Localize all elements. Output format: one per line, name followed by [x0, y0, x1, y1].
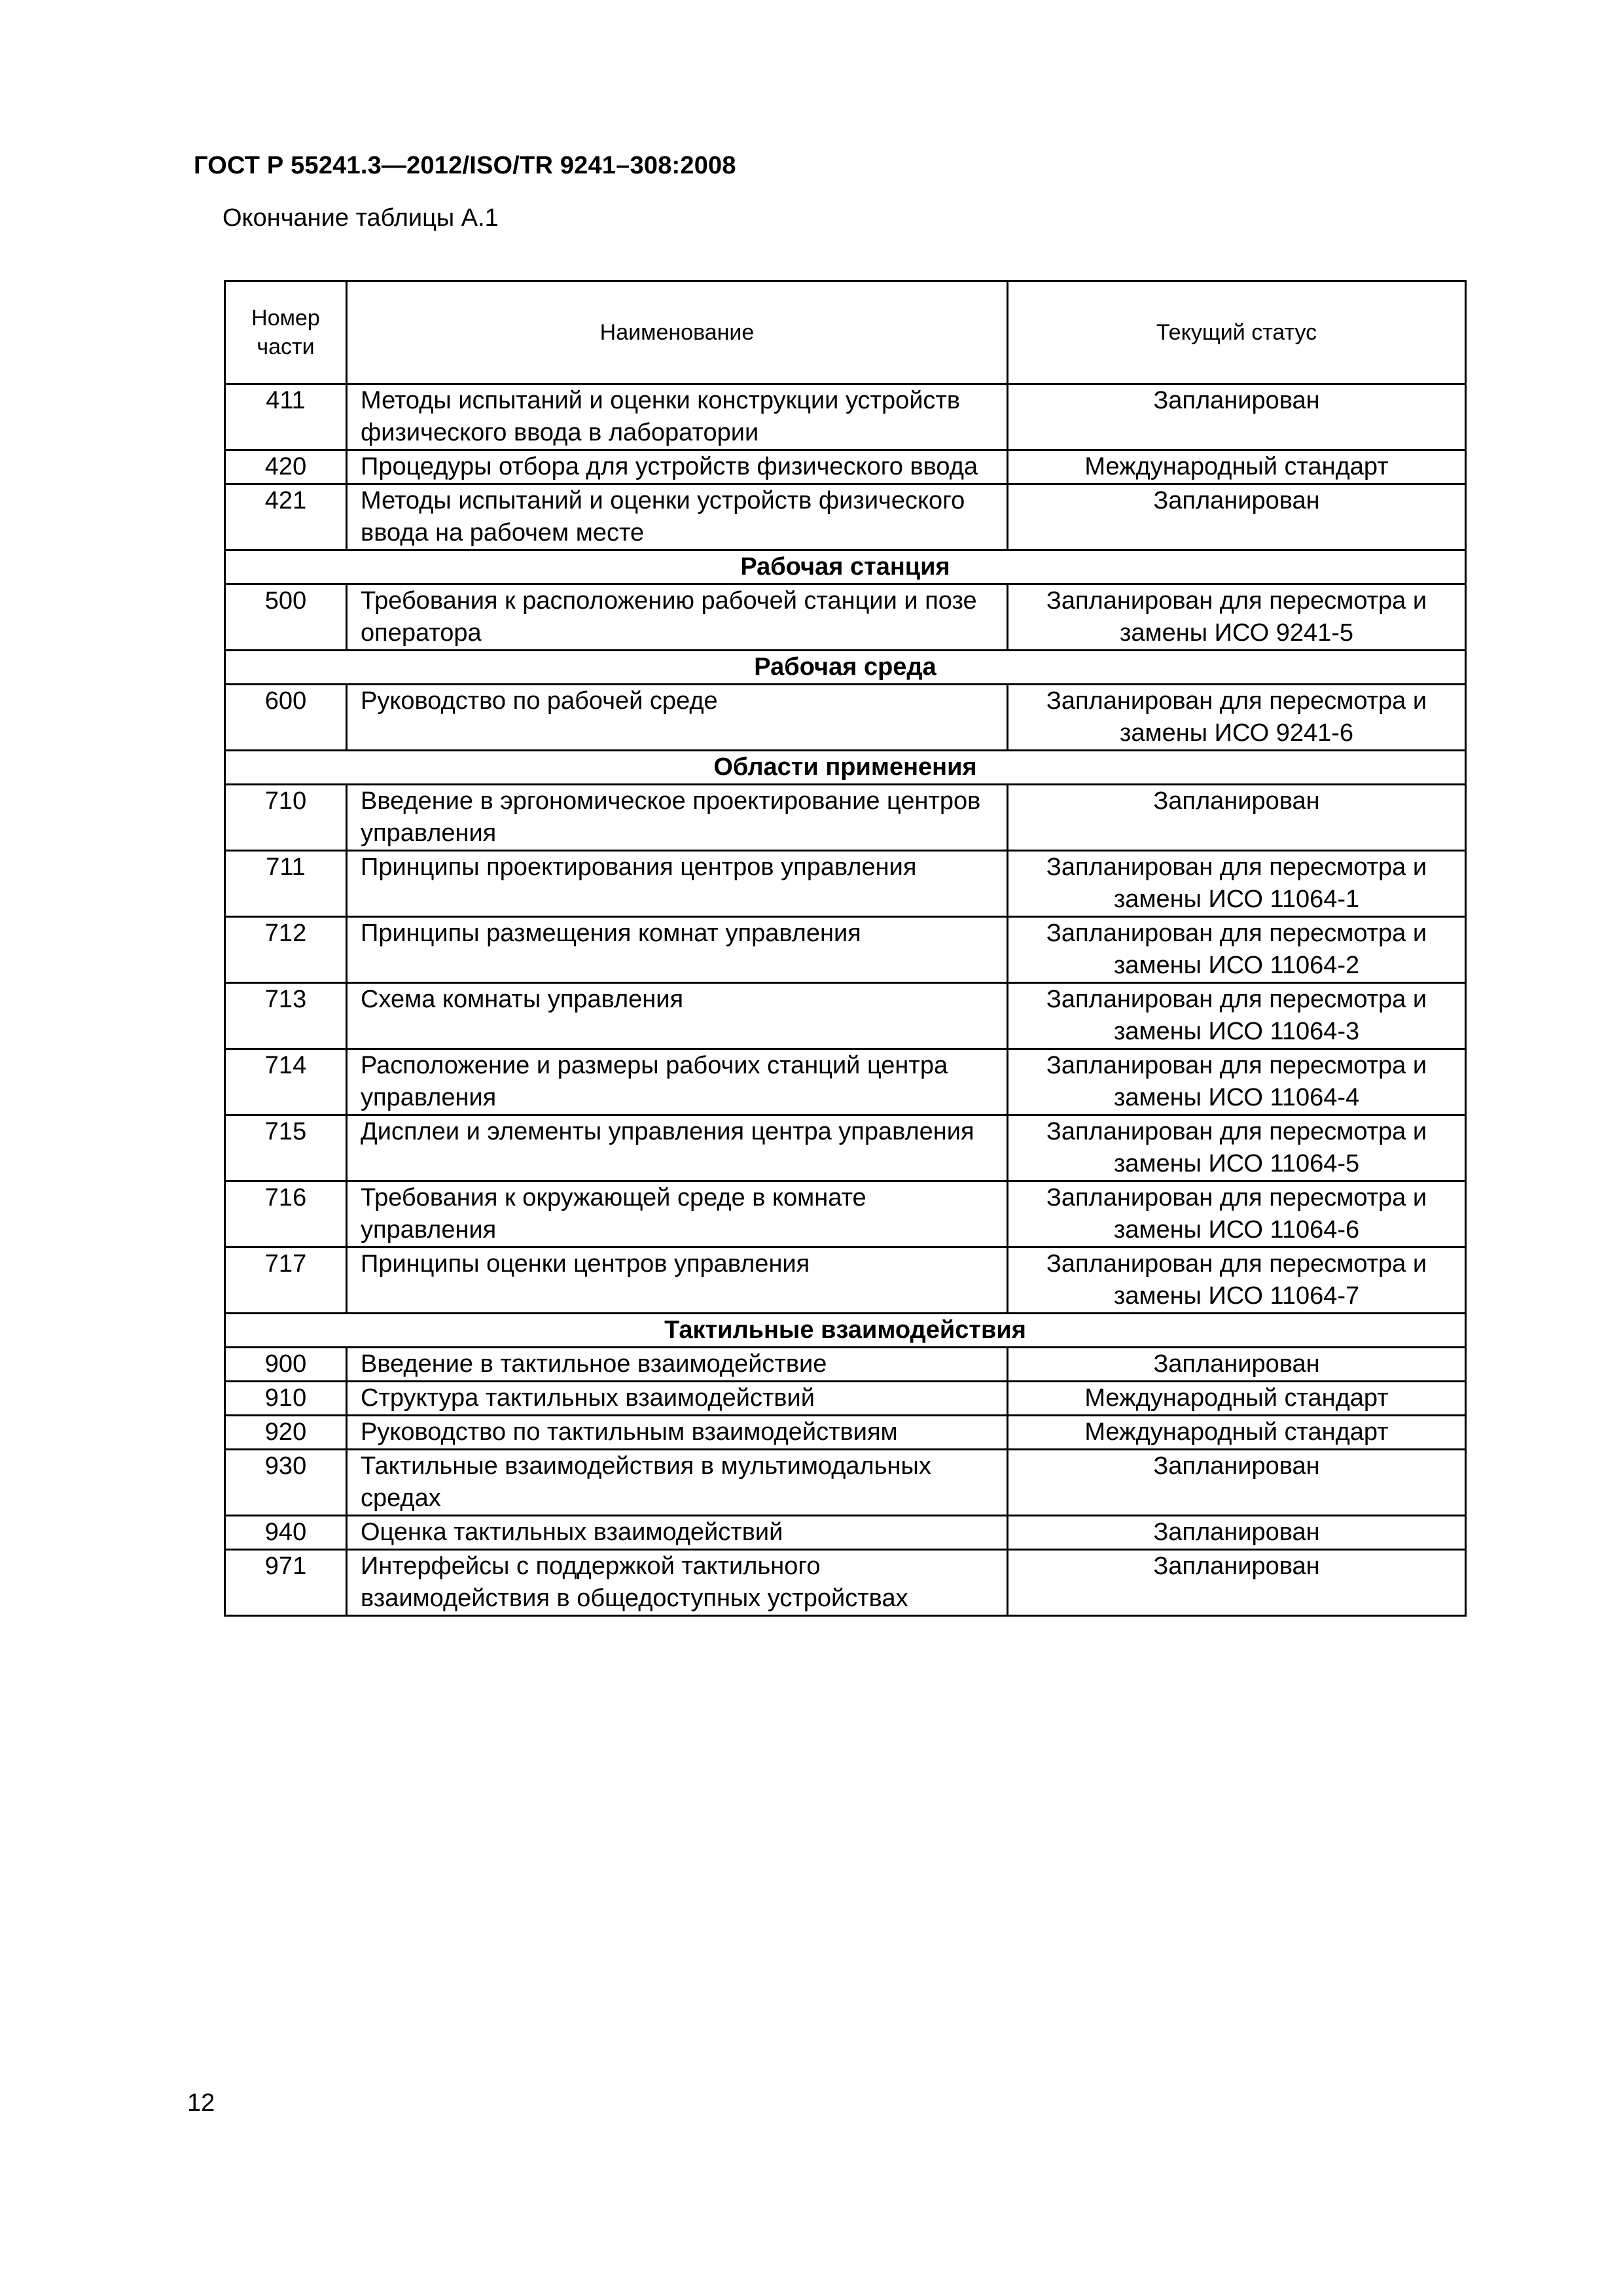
status-cell: Запланирован — [1008, 1348, 1466, 1382]
table-row — [225, 917, 1466, 983]
table-section-row — [225, 1314, 1466, 1348]
part-number-cell: 715 — [225, 1115, 347, 1181]
name-cell: Методы испытаний и оценки устройств физического ввода на рабочем месте — [347, 484, 1008, 550]
table-section-row — [225, 651, 1466, 685]
status-cell: Запланирован — [1008, 384, 1466, 450]
status-cell: Запланирован для пересмотра и замены ИСО 11064-6 — [1008, 1181, 1466, 1247]
name-cell: Принципы оценки центров управления — [347, 1247, 1008, 1314]
column-header-name: Наименование — [347, 281, 1008, 384]
status-cell: Запланирован — [1008, 1450, 1466, 1516]
table-row — [225, 1181, 1466, 1247]
name-cell: Введение в эргономическое проектирование центров управления — [347, 785, 1008, 851]
column-header-status: Текущий статус — [1008, 281, 1466, 384]
standards-table — [224, 280, 1467, 1617]
section-title: Рабочая среда — [225, 651, 1466, 685]
table-row — [225, 1247, 1466, 1314]
status-cell: Запланирован — [1008, 1516, 1466, 1550]
table-row — [225, 1049, 1466, 1115]
part-number-cell: 710 — [225, 785, 347, 851]
part-number-cell: 421 — [225, 484, 347, 550]
name-cell: Тактильные взаимодействия в мультимодальных средах — [347, 1450, 1008, 1516]
section-title: Области применения — [225, 751, 1466, 785]
name-cell: Принципы размещения комнат управления — [347, 917, 1008, 983]
column-header-part-number: Номер части — [225, 281, 347, 384]
table-row — [225, 851, 1466, 917]
part-number-cell: 971 — [225, 1550, 347, 1616]
name-cell: Оценка тактильных взаимодействий — [347, 1516, 1008, 1550]
status-cell: Запланирован — [1008, 785, 1466, 851]
status-cell: Международный стандарт — [1008, 1416, 1466, 1450]
part-number-cell: 930 — [225, 1450, 347, 1516]
table-header-row — [225, 281, 1466, 384]
name-cell: Интерфейсы с поддержкой тактильного взаимодействия в общедоступных устройствах — [347, 1550, 1008, 1616]
table-row — [225, 785, 1466, 851]
status-cell: Запланирован для пересмотра и замены ИСО 11064-3 — [1008, 983, 1466, 1049]
table-caption: Окончание таблицы А.1 — [223, 204, 499, 232]
table-section-row — [225, 751, 1466, 785]
table-row — [225, 1516, 1466, 1550]
document-header: ГОСТ Р 55241.3—2012/ISO/TR 9241–308:2008 — [194, 152, 736, 179]
part-number-cell: 714 — [225, 1049, 347, 1115]
part-number-cell: 713 — [225, 983, 347, 1049]
part-number-cell: 716 — [225, 1181, 347, 1247]
part-number-cell: 420 — [225, 450, 347, 484]
part-number-cell: 600 — [225, 685, 347, 751]
name-cell: Требования к окружающей среде в комнате управления — [347, 1181, 1008, 1247]
table-row — [225, 1550, 1466, 1616]
status-cell: Запланирован для пересмотра и замены ИСО 11064-2 — [1008, 917, 1466, 983]
table-row — [225, 484, 1466, 550]
part-number-cell: 712 — [225, 917, 347, 983]
table-header — [225, 281, 1466, 384]
section-title: Тактильные взаимодействия — [225, 1314, 1466, 1348]
section-title: Рабочая станция — [225, 550, 1466, 584]
status-cell: Запланирован — [1008, 484, 1466, 550]
part-number-cell: 711 — [225, 851, 347, 917]
name-cell: Расположение и размеры рабочих станций центра управления — [347, 1049, 1008, 1115]
table-row — [225, 584, 1466, 651]
status-cell: Международный стандарт — [1008, 1382, 1466, 1416]
name-cell: Дисплеи и элементы управления центра управления — [347, 1115, 1008, 1181]
name-cell: Методы испытаний и оценки конструкции устройств физического ввода в лаборатории — [347, 384, 1008, 450]
status-cell: Запланирован — [1008, 1550, 1466, 1616]
table-section-row — [225, 550, 1466, 584]
status-cell: Международный стандарт — [1008, 450, 1466, 484]
table-row — [225, 384, 1466, 450]
status-cell: Запланирован для пересмотра и замены ИСО 9241-5 — [1008, 584, 1466, 651]
name-cell: Принципы проектирования центров управления — [347, 851, 1008, 917]
table-row — [225, 1348, 1466, 1382]
status-cell: Запланирован для пересмотра и замены ИСО 11064-1 — [1008, 851, 1466, 917]
status-cell: Запланирован для пересмотра и замены ИСО 11064-4 — [1008, 1049, 1466, 1115]
table-row — [225, 983, 1466, 1049]
status-cell: Запланирован для пересмотра и замены ИСО 11064-7 — [1008, 1247, 1466, 1314]
part-number-cell: 717 — [225, 1247, 347, 1314]
name-cell: Руководство по тактильным взаимодействиям — [347, 1416, 1008, 1450]
status-cell: Запланирован для пересмотра и замены ИСО 11064-5 — [1008, 1115, 1466, 1181]
part-number-cell: 500 — [225, 584, 347, 651]
table-row — [225, 1382, 1466, 1416]
name-cell: Схема комнаты управления — [347, 983, 1008, 1049]
standards-table-container — [224, 280, 1465, 1617]
part-number-cell: 910 — [225, 1382, 347, 1416]
table-row — [225, 450, 1466, 484]
part-number-cell: 900 — [225, 1348, 347, 1382]
part-number-cell: 411 — [225, 384, 347, 450]
table-body — [225, 384, 1466, 1616]
name-cell: Введение в тактильное взаимодействие — [347, 1348, 1008, 1382]
table-row — [225, 1450, 1466, 1516]
name-cell: Структура тактильных взаимодействий — [347, 1382, 1008, 1416]
table-row — [225, 1115, 1466, 1181]
table-row — [225, 685, 1466, 751]
name-cell: Руководство по рабочей среде — [347, 685, 1008, 751]
page-number: 12 — [187, 2089, 215, 2117]
name-cell: Процедуры отбора для устройств физического ввода — [347, 450, 1008, 484]
part-number-cell: 920 — [225, 1416, 347, 1450]
part-number-cell: 940 — [225, 1516, 347, 1550]
status-cell: Запланирован для пересмотра и замены ИСО 9241-6 — [1008, 685, 1466, 751]
table-row — [225, 1416, 1466, 1450]
name-cell: Требования к расположению рабочей станции и позе оператора — [347, 584, 1008, 651]
